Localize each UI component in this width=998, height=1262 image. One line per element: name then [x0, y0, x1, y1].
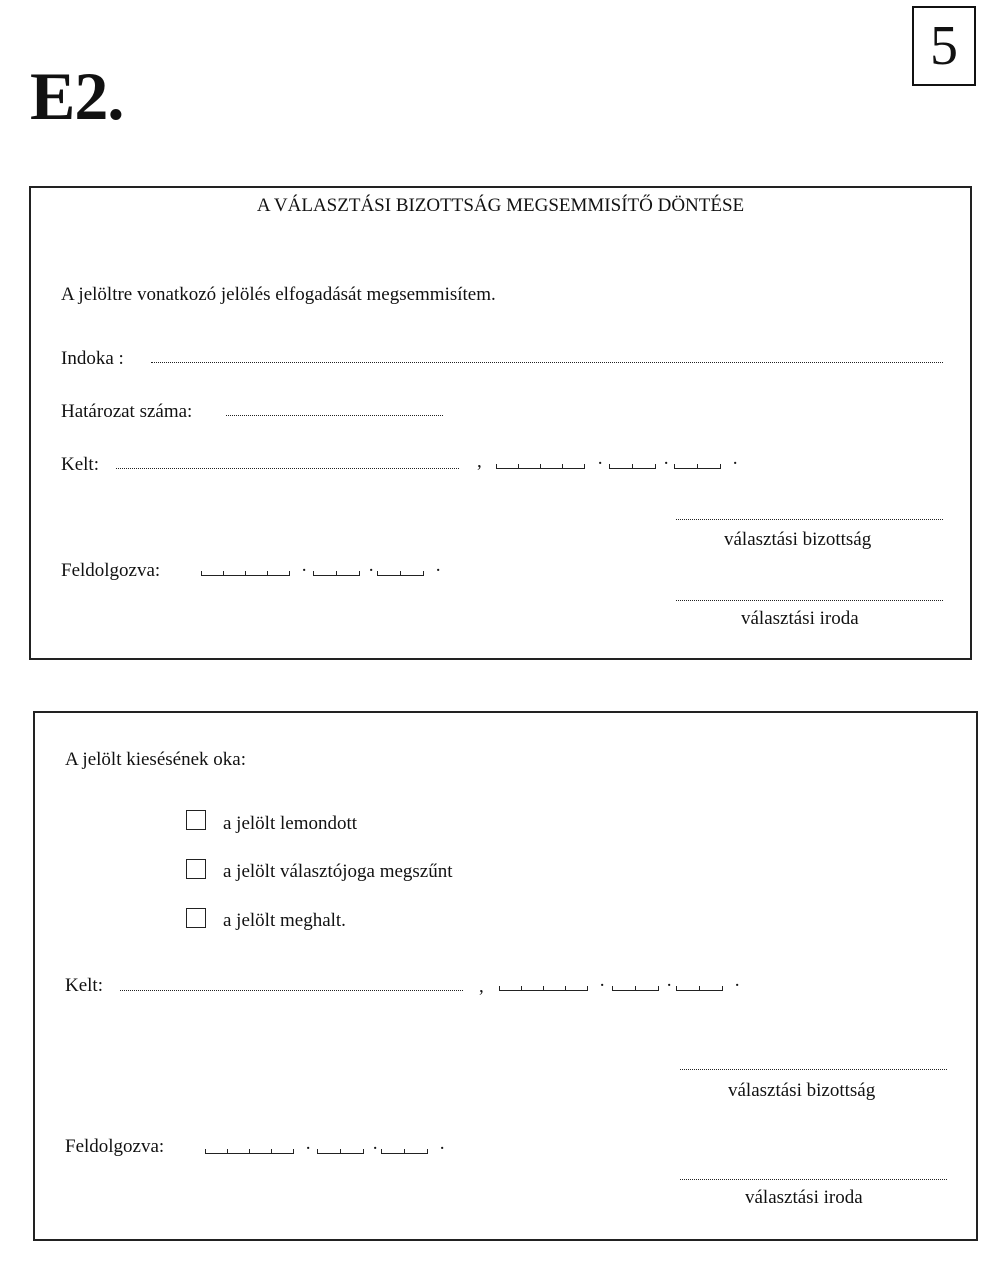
processed-label: Feldolgozva:: [65, 1136, 165, 1157]
option-voting-right-ended-label: a jelölt választójoga megszűnt: [223, 861, 453, 882]
office-signature-line[interactable]: [676, 600, 943, 601]
option-deceased-label: a jelölt meghalt.: [223, 910, 346, 931]
option-voting-right-ended-checkbox[interactable]: [186, 859, 206, 879]
office-signature-label: választási iroda: [745, 1187, 863, 1208]
page-number: 5: [930, 15, 958, 77]
dropout-heading: A jelölt kiesésének oka:: [65, 749, 246, 770]
committee-signature-label: választási bizottság: [724, 529, 872, 550]
committee-signature-label: választási bizottság: [728, 1080, 876, 1101]
option-resigned-label: a jelölt lemondott: [223, 813, 358, 834]
decision-statement: A jelöltre vonatkozó jelölés elfogadását megsemmisítem.: [61, 284, 496, 305]
dropout-panel: A jelölt kiesésének oka: a jelölt lemondott a jelölt választójoga megszűnt a jelölt meghalt. Kelt: , · · · választási bizottság Feldolgozva: · · · választási iroda: [33, 711, 978, 1241]
date-label: Kelt:: [61, 454, 99, 475]
option-resigned-checkbox[interactable]: [186, 810, 206, 830]
committee-signature-line[interactable]: [676, 519, 943, 520]
reason-field[interactable]: [151, 362, 943, 363]
date-label: Kelt:: [65, 975, 103, 996]
option-deceased-checkbox[interactable]: [186, 908, 206, 928]
committee-signature-line[interactable]: [680, 1069, 947, 1070]
reason-label: Indoka :: [61, 348, 124, 369]
resolution-number-field[interactable]: [226, 415, 443, 416]
date-place-field[interactable]: [120, 990, 463, 991]
office-signature-label: választási iroda: [741, 608, 859, 629]
decision-panel: A VÁLASZTÁSI BIZOTTSÁG MEGSEMMISÍTŐ DÖNTÉSE A jelöltre vonatkozó jelölés elfogadását megsemmisítem. Indoka : Határozat száma: Kelt: , · · · választási bizottság Feldolgozva: · · · választási iroda: [29, 186, 972, 660]
processed-label: Feldolgozva:: [61, 560, 161, 581]
page-number-box: [912, 6, 976, 86]
comma-separator: ,: [477, 451, 482, 472]
resolution-number-label: Határozat száma:: [61, 401, 193, 422]
office-signature-line[interactable]: [680, 1179, 947, 1180]
decision-title: A VÁLASZTÁSI BIZOTTSÁG MEGSEMMISÍTŐ DÖNTÉSE: [256, 195, 745, 216]
form-code: E2.: [30, 58, 124, 134]
date-place-field[interactable]: [116, 468, 459, 469]
